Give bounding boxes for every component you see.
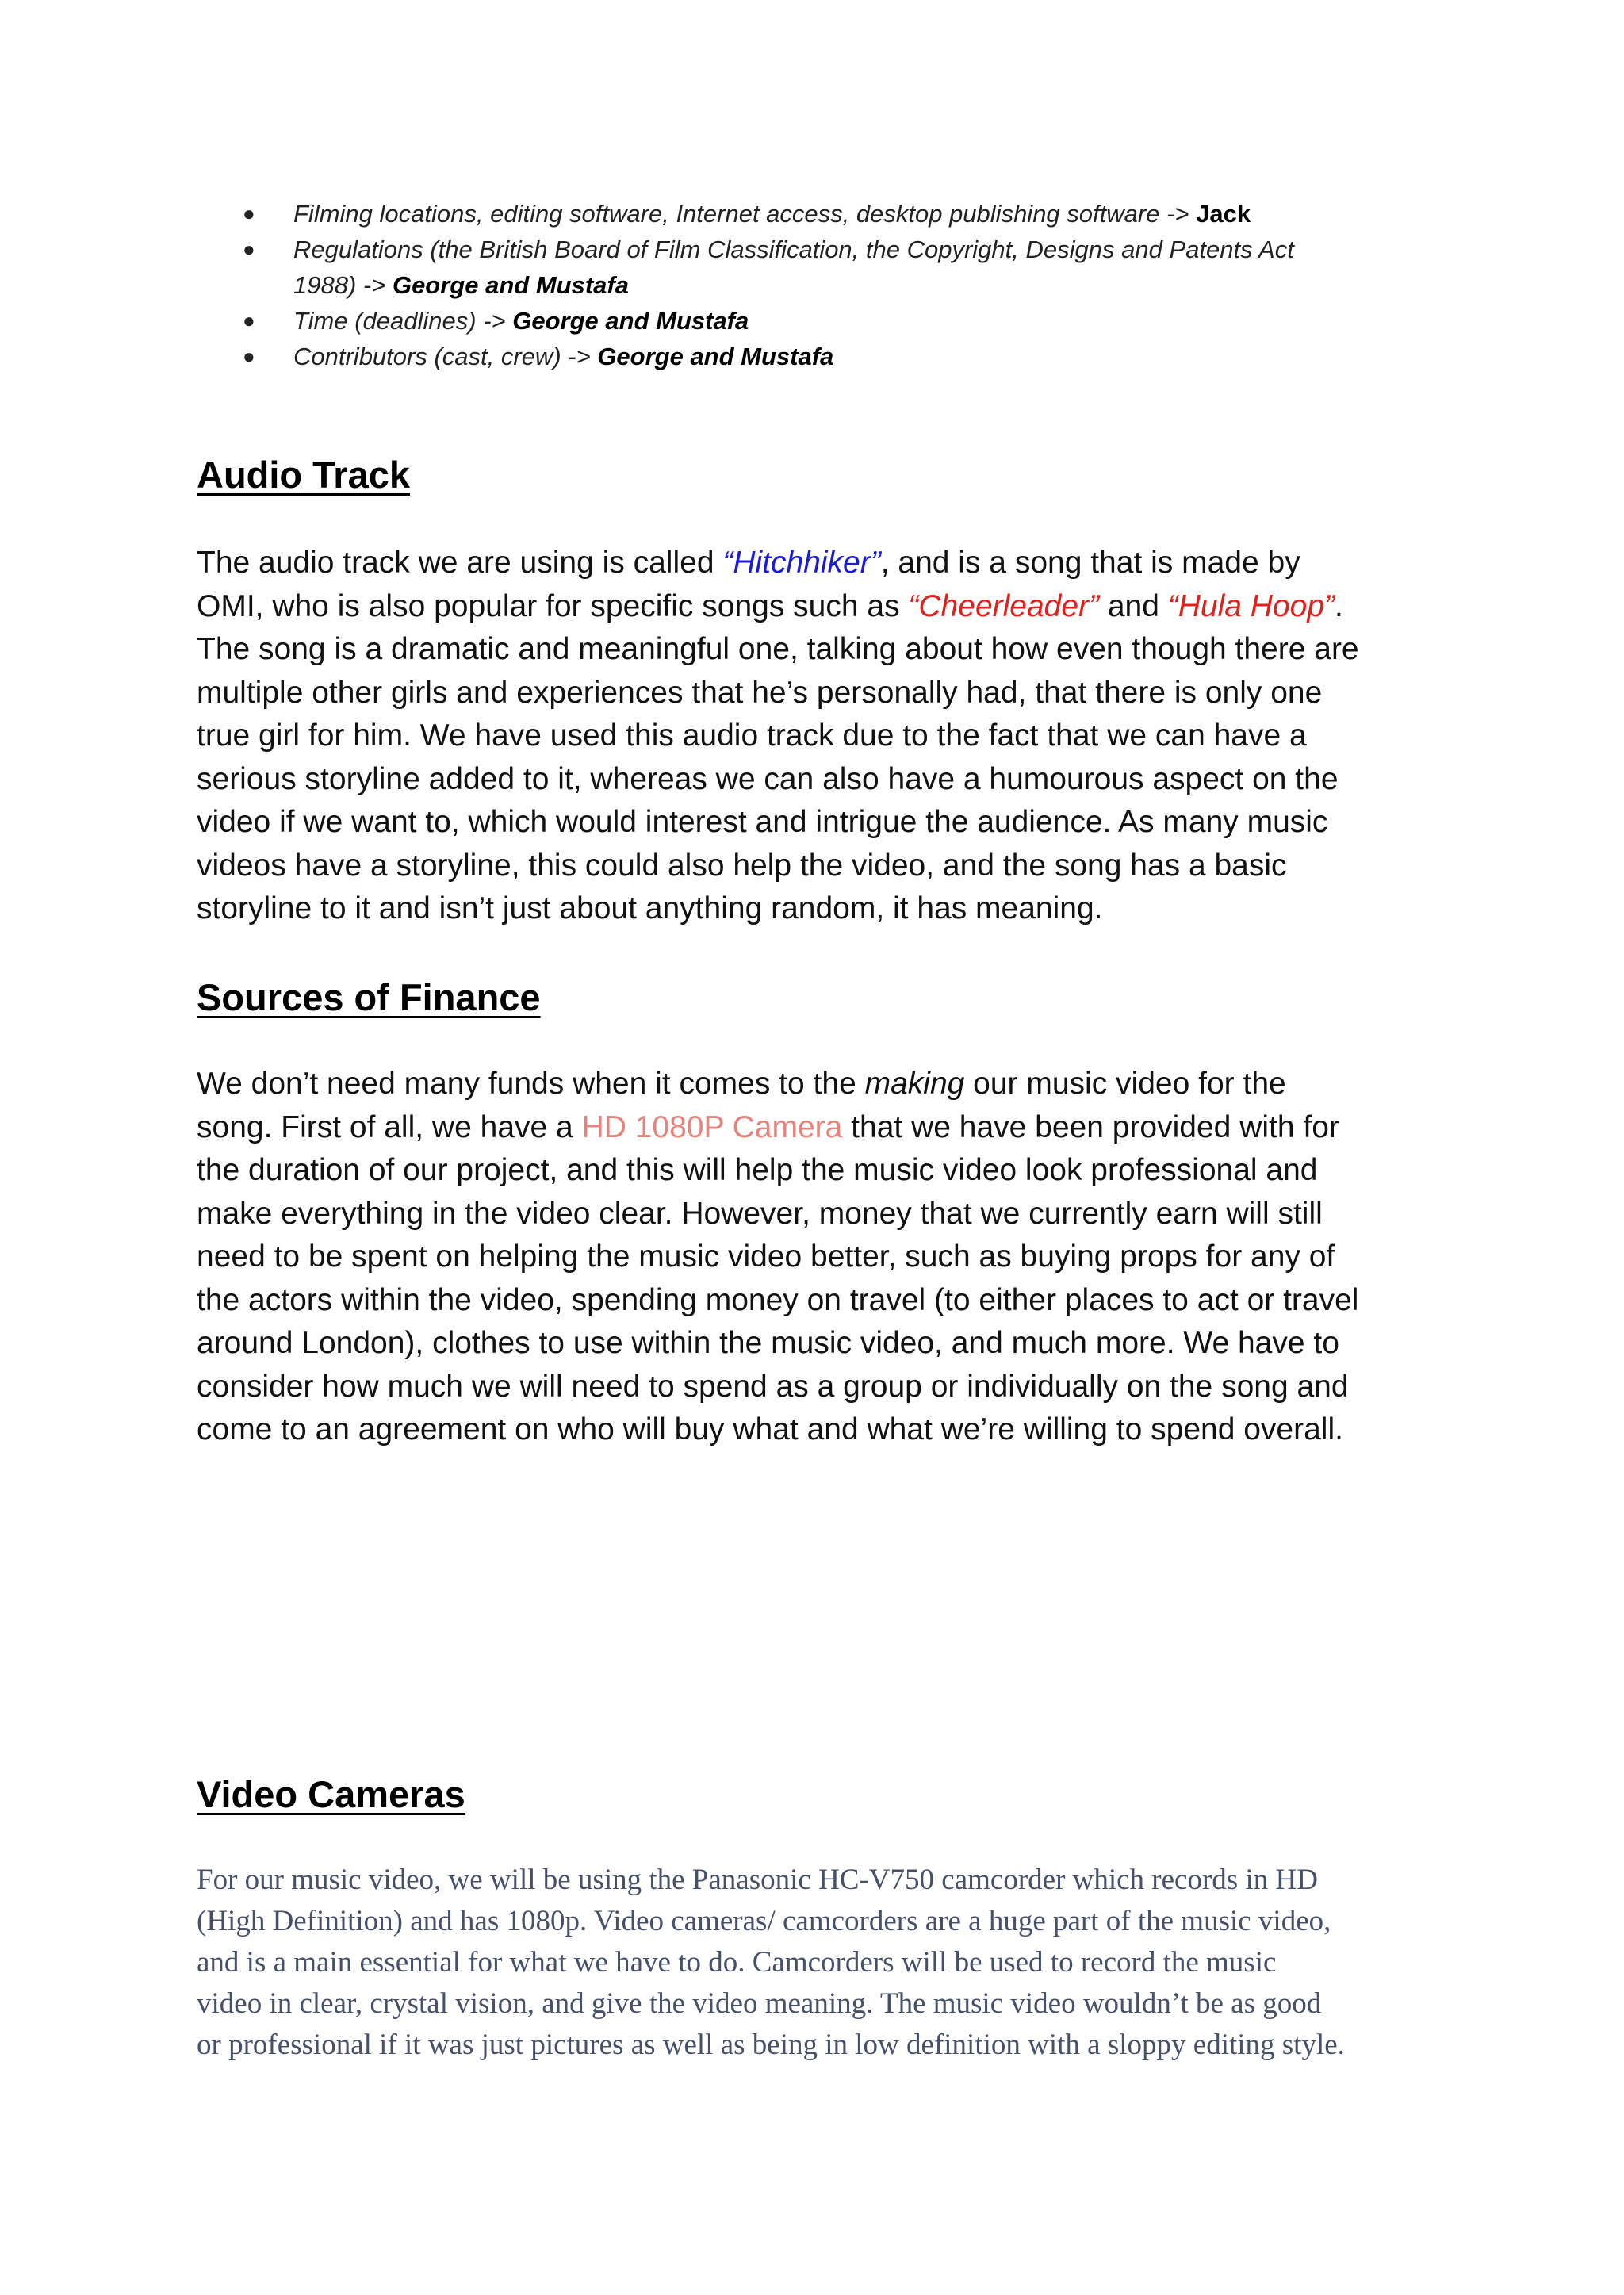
responsibility-list	[238, 196, 1427, 374]
bullet-icon: ●	[243, 237, 255, 261]
text-run: , and is a song that is made by	[880, 546, 1300, 580]
list-item-text: Time (deadlines) ->	[293, 307, 513, 335]
list-item-owner: George and Mustafa	[392, 271, 629, 299]
paragraph-line: around London), clothes to use within the music video, and much more. We have to	[197, 1326, 1339, 1360]
text-run: and	[1099, 588, 1168, 623]
paragraph-line: (High Definition) and has 1080p. Video cameras/ camcorders are a huge part of the music video,	[197, 1905, 1331, 1937]
paragraph-line: video if we want to, which would interest and intrigue the audience. As many music	[197, 805, 1328, 839]
paragraph-line: multiple other girls and experiences that he’s personally had, that there is only one	[197, 675, 1323, 710]
song-title-hitchhiker: “Hitchhiker”	[722, 546, 881, 580]
paragraph-line	[197, 1063, 1434, 1106]
text-run: .	[1335, 588, 1343, 623]
paragraph-line: come to an agreement on who will buy what and what we’re willing to spend overall.	[197, 1412, 1343, 1446]
paragraph-line: For our music video, we will be using the Panasonic HC-V750 camcorder which records in HD	[197, 1864, 1318, 1896]
paragraph-line: or professional if it was just pictures as well as being in low definition with a sloppy editing style.	[197, 2029, 1345, 2061]
paragraph-line: and is a main essential for what we have to do. Camcorders will be used to record the music	[197, 1946, 1277, 1979]
paragraph-line: serious storyline added to it, whereas we can also have a humourous aspect on the	[197, 761, 1339, 796]
list-item-text: 1988) ->	[293, 271, 393, 299]
finance-paragraph	[197, 1063, 1434, 1452]
list-item-text: Filming locations, editing software, Internet access, desktop publishing software ->	[293, 200, 1197, 228]
paragraph-line: videos have a storyline, this could also help the video, and the song has a basic	[197, 848, 1287, 883]
paragraph-line: consider how much we will need to spend as a group or individually on the song and	[197, 1369, 1349, 1404]
paragraph-line: storyline to it and isn’t just about anything random, it has meaning.	[197, 891, 1103, 925]
list-item-text: Regulations (the British Board of Film Classification, the Copyright, Designs and Patents Act	[293, 236, 1294, 263]
paragraph-line: need to be spent on helping the music video better, such as buying props for any of	[197, 1239, 1335, 1274]
audio-track-paragraph	[197, 542, 1434, 931]
text-run: song. First of all, we have a	[197, 1109, 582, 1144]
list-item-owner: George and Mustafa	[512, 307, 749, 335]
list-item-owner: Jack	[1196, 200, 1251, 228]
text-run: We don’t need many funds when it comes to the	[197, 1067, 865, 1101]
paragraph-line	[197, 1106, 1434, 1150]
bullet-icon: ●	[243, 201, 255, 225]
list-item	[238, 232, 1427, 303]
bullet-icon: ●	[243, 344, 255, 368]
song-title-hula-hoop: “Hula Hoop”	[1167, 588, 1335, 623]
list-item	[238, 196, 1427, 232]
paragraph-line: the actors within the video, spending money on travel (to either places to act or travel	[197, 1282, 1359, 1317]
list-item	[238, 339, 1427, 374]
camera-highlight: HD 1080P Camera	[581, 1109, 843, 1144]
paragraph-line: make everything in the video clear. However, money that we currently earn will still	[197, 1196, 1323, 1231]
text-run: that we have been provided with for	[842, 1109, 1339, 1144]
emphasis-making: making	[864, 1067, 965, 1101]
paragraph-line: The song is a dramatic and meaningful one, talking about how even though there are	[197, 632, 1359, 666]
paragraph-line: video in clear, crystal vision, and give the video meaning. The music video wouldn’t be as good	[197, 1987, 1322, 2020]
video-cameras-heading: Video Cameras	[197, 1773, 465, 1815]
paragraph-line: true girl for him. We have used this audio track due to the fact that we can have a	[197, 718, 1307, 753]
list-item	[238, 303, 1427, 339]
sources-of-finance-heading: Sources of Finance	[197, 976, 541, 1018]
video-cameras-paragraph	[197, 1860, 1434, 2066]
song-title-cheerleader: “Cheerleader”	[908, 588, 1100, 623]
text-run: OMI, who is also popular for specific songs such as	[197, 588, 909, 623]
bullet-icon: ●	[243, 308, 255, 332]
paragraph-line	[197, 585, 1434, 629]
list-item-owner: George and Mustafa	[597, 343, 834, 370]
paragraph-line: the duration of our project, and this will help the music video look professional and	[197, 1153, 1318, 1187]
paragraph-line	[197, 542, 1434, 585]
text-run: The audio track we are using is called	[197, 546, 723, 580]
text-run: our music video for the	[964, 1067, 1286, 1101]
audio-track-heading: Audio Track	[197, 454, 411, 496]
list-item-text: Contributors (cast, crew) ->	[293, 343, 598, 370]
